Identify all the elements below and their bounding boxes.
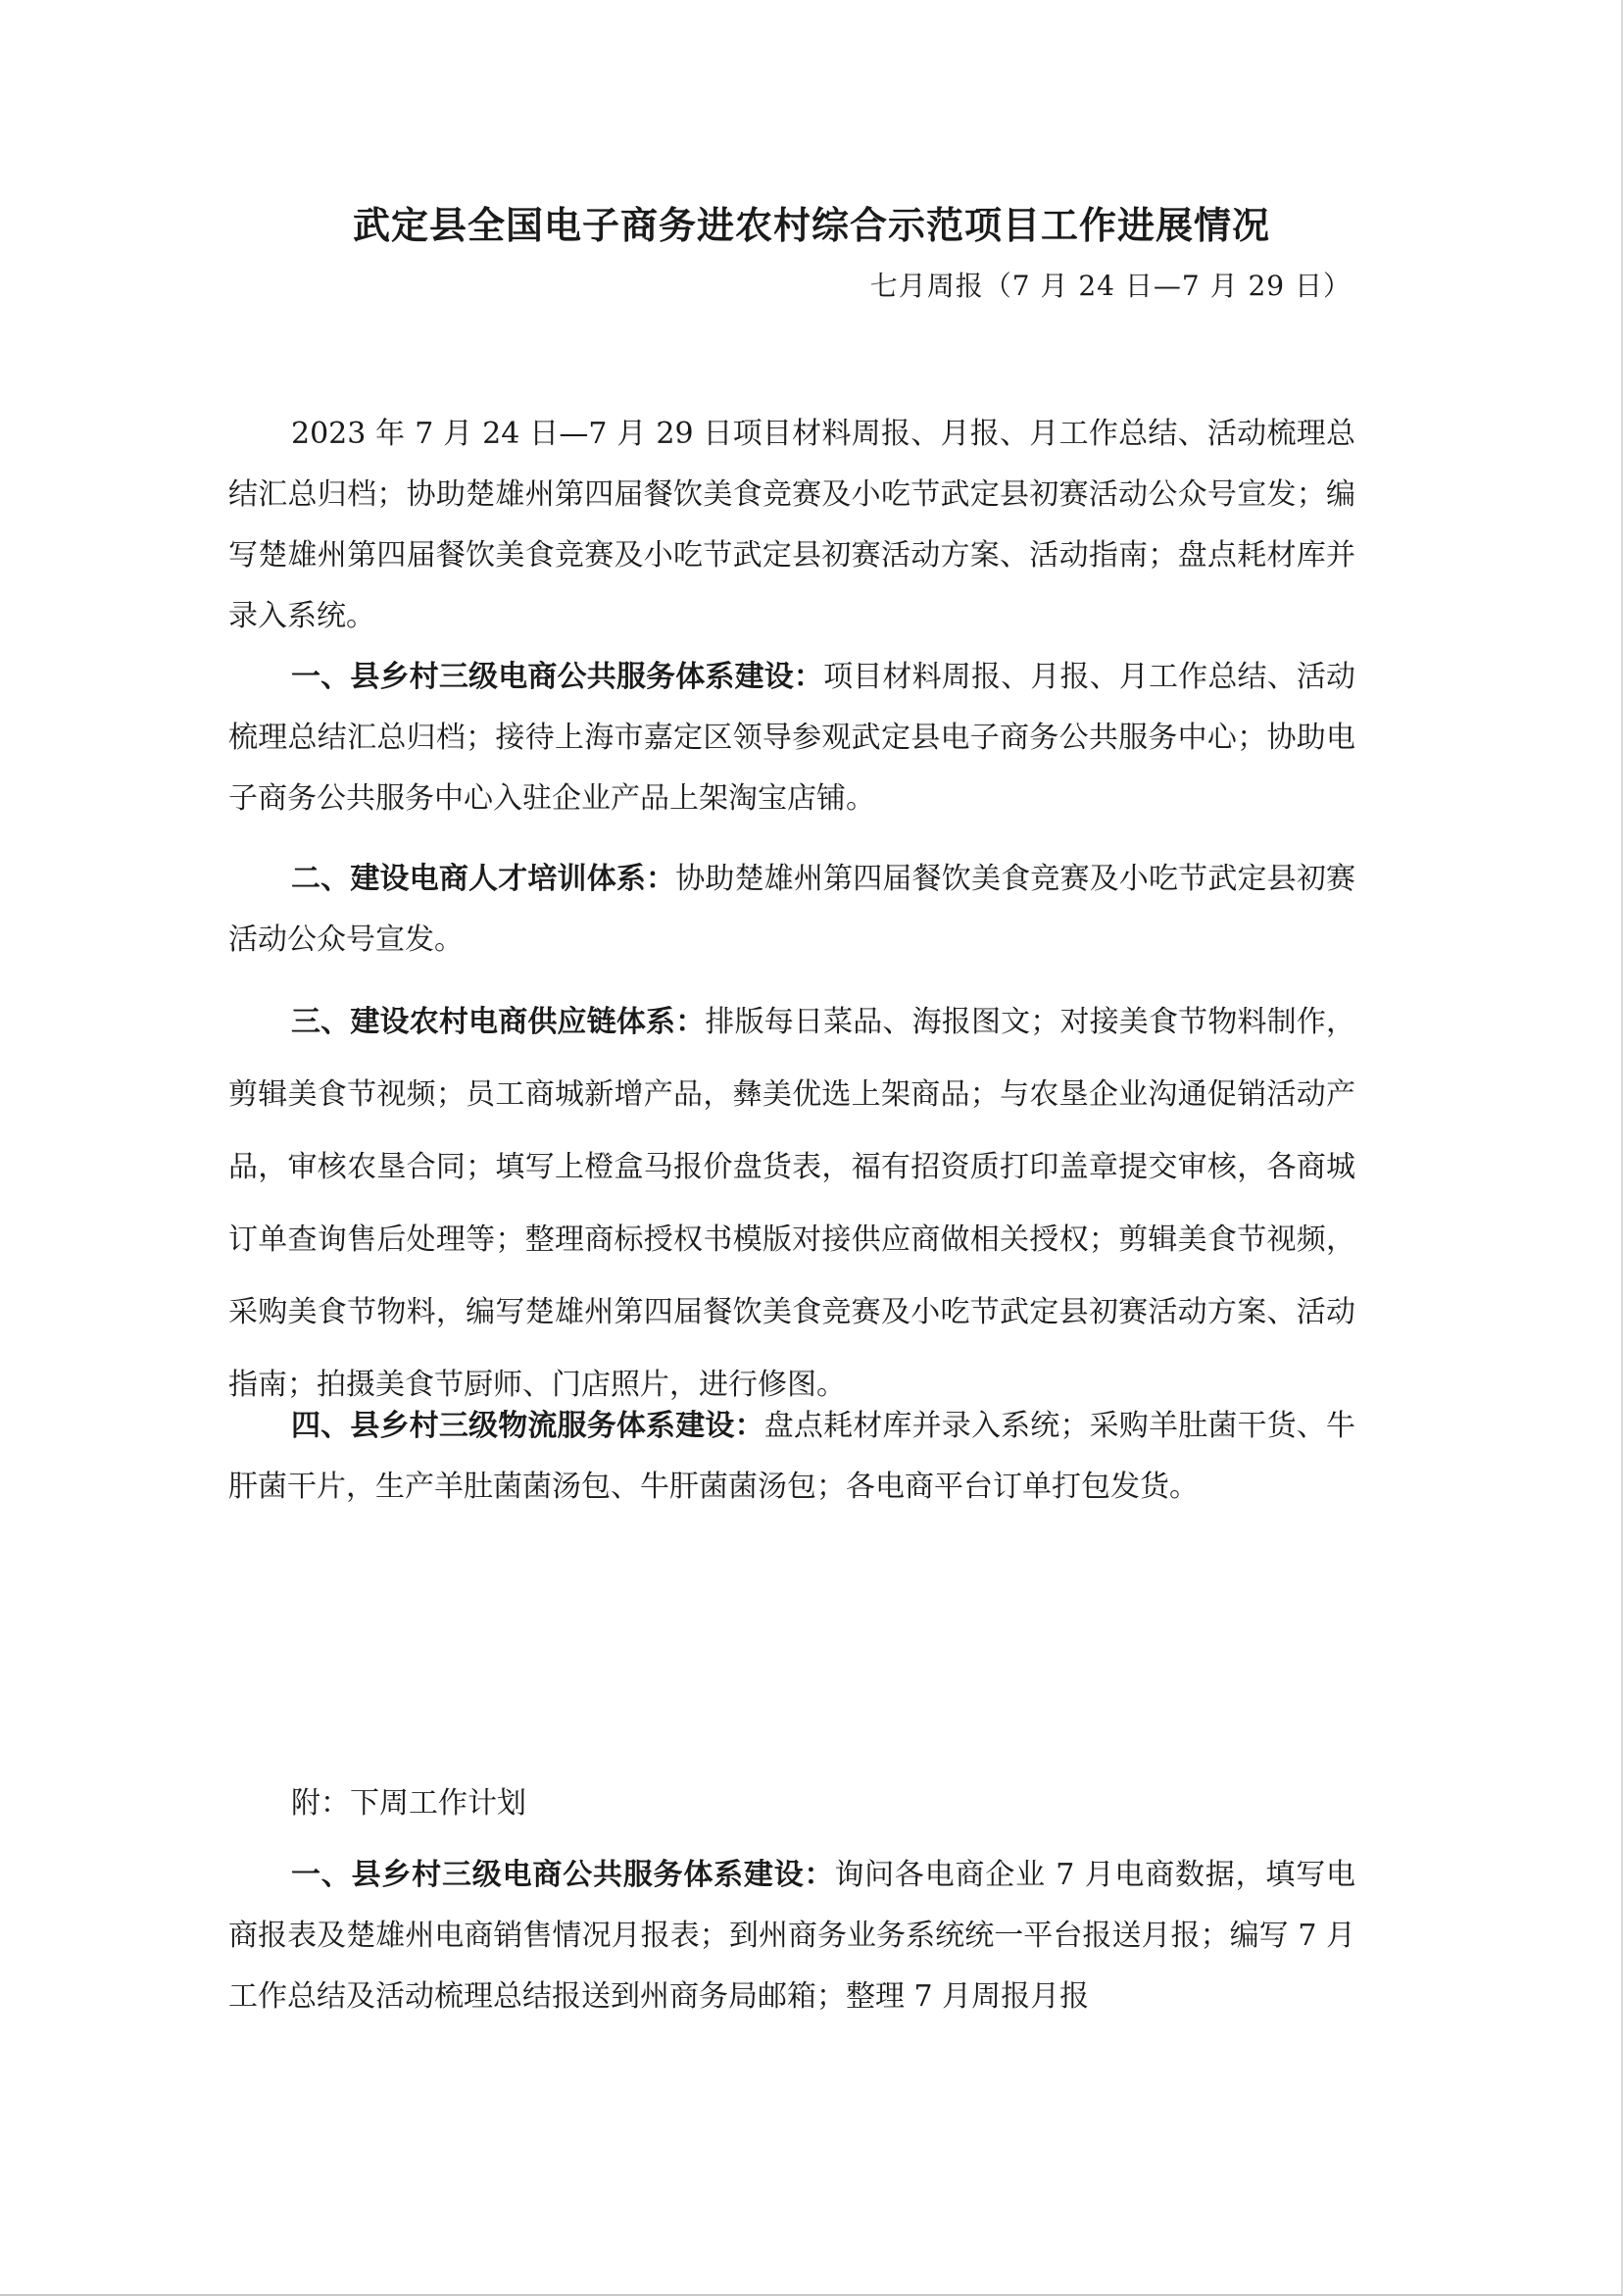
section-2-heading: 二、建设电商人才培训体系：: [291, 862, 676, 896]
section-1-paragraph: [228, 647, 1355, 829]
section-4-body: 盘点耗材库并录入系统；采购羊肚菌干货、牛肝菌干片，生产羊肚菌菌汤包、牛肝菌菌汤包；各电商平台订单打包发货。: [228, 1409, 1356, 1504]
document-title: 武定县全国电子商务进农村综合示范项目工作进展情况: [352, 204, 1270, 247]
section-3-paragraph: [228, 986, 1355, 1422]
document-subtitle: 七月周报（7 月 24 日—7 月 29 日）: [869, 270, 1352, 302]
plan-item-1-paragraph: [228, 1845, 1355, 2027]
section-3-heading: 三、建设农村电商供应链体系：: [291, 1005, 706, 1039]
plan-item-1-heading: 一、县乡村三级电商公共服务体系建设：: [291, 1858, 835, 1892]
plan-item-1-body: 询问各电商企业 7 月电商数据，填写电商报表及楚雄州电商销售情况月报表；到州商务业务系统统一平台报送月报；编写 7 月工作总结及活动梳理总结报送到州商务局邮箱；整理 7 月周报月报: [228, 1858, 1355, 2014]
section-1-heading: 一、县乡村三级电商公共服务体系建设：: [291, 660, 824, 694]
intro-paragraph: 2023 年 7 月 24 日—7 月 29 日项目材料周报、月报、月工作总结、活动梳理总结汇总归档；协助楚雄州第四届餐饮美食竞赛及小吃节武定县初赛活动公众号宣发；编写楚雄州第四届餐饮美食竞赛及小吃节武定县初赛活动方案、活动指南；盘点耗材库并录入系统。: [228, 417, 1355, 633]
section-3-body: 排版每日菜品、海报图文；对接美食节物料制作，剪辑美食节视频；员工商城新增产品，彝美优选上架商品；与农垦企业沟通促销活动产品，审核农垦合同；填写上橙盒马报价盘货表，福有招资质打印盖章提交审核，各商城订单查询售后处理等；整理商标授权书模版对接供应商做相关授权；剪辑美食节视频，采购美食节物料，编写楚雄州第四届餐饮美食竞赛及小吃节武定县初赛活动方案、活动指南；拍摄美食节厨师、门店照片，进行修图。: [228, 1005, 1356, 1402]
section-4-paragraph: [228, 1396, 1355, 1518]
section-4-heading: 四、县乡村三级物流服务体系建设：: [291, 1409, 764, 1443]
next-week-plan-heading: 附：下周工作计划: [291, 1786, 526, 1821]
section-2-body: 协助楚雄州第四届餐饮美食竞赛及小吃节武定县初赛活动公众号宣发。: [228, 862, 1356, 957]
section-2-paragraph: [228, 849, 1355, 971]
section-1-body: 项目材料周报、月报、月工作总结、活动梳理总结汇总归档；接待上海市嘉定区领导参观武定县电子商务公共服务中心；协助电子商务公共服务中心入驻企业产品上架淘宝店铺。: [228, 660, 1356, 816]
